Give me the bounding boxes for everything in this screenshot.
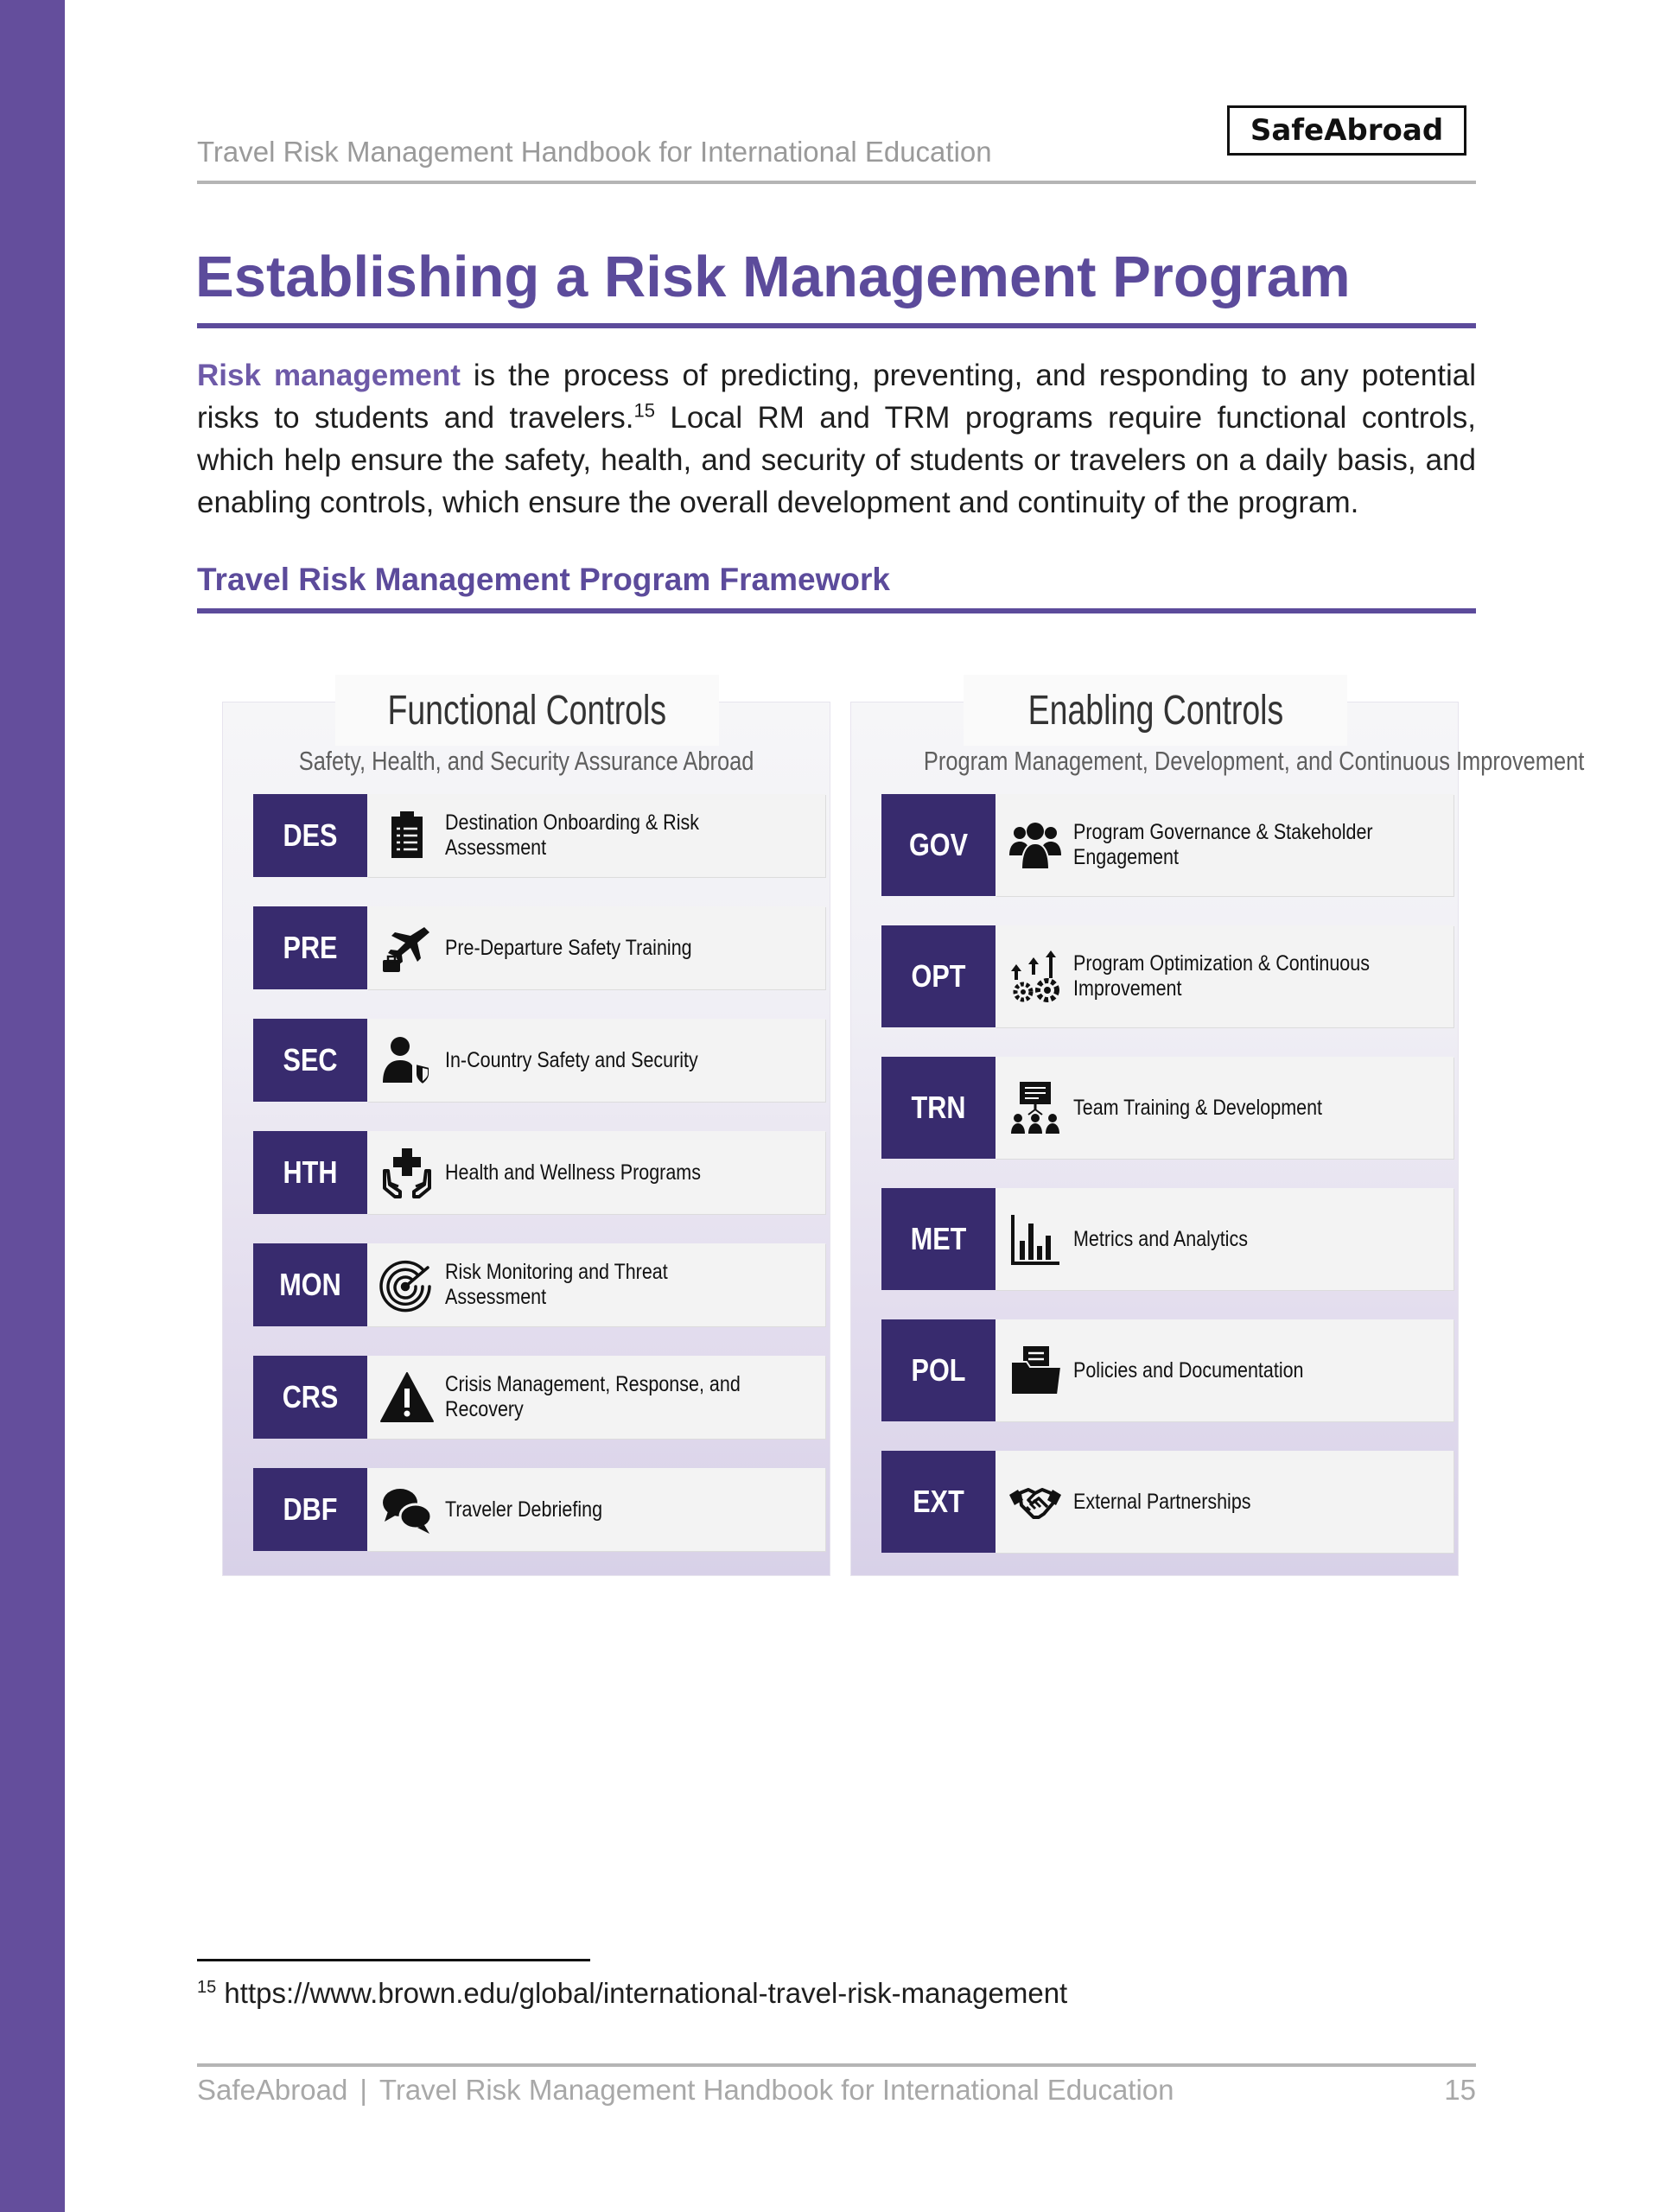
footer-text [197, 2074, 1174, 2107]
footer-brand: SafeAbroad [197, 2074, 348, 2106]
control-label: Program Governance & Stakeholder Engagement [1073, 820, 1373, 869]
logo-text: SafeAbroad [1250, 113, 1444, 148]
control-row-hth [253, 1131, 799, 1214]
control-item [367, 1468, 825, 1551]
control-label: Traveler Debriefing [445, 1497, 603, 1522]
control-code: MON [253, 1243, 367, 1326]
control-item [996, 1057, 1454, 1159]
page-title: Establishing a Risk Management Program [195, 245, 1351, 309]
control-item [367, 1131, 825, 1214]
control-code: MET [881, 1188, 996, 1290]
control-code: PRE [253, 906, 367, 989]
control-code: DES [253, 794, 367, 877]
control-item [996, 1451, 1454, 1553]
control-row-des [253, 794, 799, 877]
control-item [367, 1356, 825, 1439]
warning-triangle-icon [376, 1366, 438, 1428]
control-row-met [881, 1188, 1428, 1290]
control-label: In-Country Safety and Security [445, 1047, 698, 1072]
control-label: Risk Monitoring and Threat Assessment [445, 1260, 668, 1309]
arrows-gears-icon [1004, 945, 1066, 1007]
control-item [367, 906, 825, 989]
control-code: OPT [881, 925, 996, 1027]
control-row-trn [881, 1057, 1428, 1159]
enabling-controls-title: Enabling Controls [1027, 687, 1283, 734]
footer-divider [197, 2063, 1476, 2067]
enabling-controls-panel [850, 687, 1585, 1576]
control-code: EXT [881, 1451, 996, 1553]
control-item [367, 794, 825, 877]
control-code: HTH [253, 1131, 367, 1214]
control-item [996, 1188, 1454, 1290]
running-header: Travel Risk Management Handbook for International Education [197, 136, 992, 168]
footnote-divider [197, 1959, 590, 1961]
control-code: TRN [881, 1057, 996, 1159]
hands-medical-cross-icon [376, 1141, 438, 1204]
chat-bubbles-icon [376, 1478, 438, 1541]
folder-documents-icon [1004, 1339, 1066, 1402]
control-label: Team Training & Development [1073, 1095, 1323, 1120]
functional-controls-title-box [335, 675, 719, 746]
control-item [996, 794, 1454, 896]
enabling-controls-title-box [964, 675, 1347, 746]
functional-controls-title: Functional Controls [387, 687, 667, 734]
radar-icon [376, 1254, 438, 1316]
bar-chart-icon [1004, 1208, 1066, 1270]
intro-paragraph [197, 354, 1476, 524]
control-code: GOV [881, 794, 996, 896]
page-number: 15 [1444, 2074, 1476, 2106]
person-shield-icon [376, 1029, 438, 1091]
control-row-opt [881, 925, 1428, 1027]
intro-text-1: is the process of predicting, preventing, and responding to any potential risks to students and travelers. [197, 359, 1476, 435]
control-row-gov [881, 794, 1428, 896]
control-item [996, 925, 1454, 1027]
intro-text-2: Local RM and TRM programs require functional controls, which help ensure the safety, health, and security of students or travelers on a daily basis, and enabling controls, which ensure the overall development and continuity of the program. [197, 401, 1476, 519]
control-code: POL [881, 1319, 996, 1421]
control-label: Destination Onboarding & Risk Assessment [445, 810, 699, 860]
control-code: DBF [253, 1468, 367, 1551]
control-label: Policies and Documentation [1073, 1357, 1304, 1382]
footer-title: Travel Risk Management Handbook for International Education [378, 2074, 1174, 2106]
control-row-mon [253, 1243, 799, 1326]
control-label: Crisis Management, Response, and Recovery [445, 1372, 741, 1421]
control-item [367, 1243, 825, 1326]
title-divider [197, 323, 1476, 328]
footer-separator: | [359, 2074, 367, 2106]
control-label: Metrics and Analytics [1073, 1226, 1248, 1251]
people-group-icon [1004, 814, 1066, 876]
control-label: External Partnerships [1073, 1489, 1251, 1514]
control-row-dbf [253, 1468, 799, 1551]
header-divider [197, 181, 1476, 184]
control-item [996, 1319, 1454, 1421]
section-divider [197, 608, 1476, 613]
control-row-pol [881, 1319, 1428, 1421]
footnote-number: 15 [197, 1978, 217, 1997]
footnote-link[interactable]: https://www.brown.edu/global/international-travel-risk-management [224, 1977, 1068, 2009]
control-label: Pre-Departure Safety Training [445, 935, 692, 960]
handshake-icon [1004, 1471, 1066, 1533]
functional-controls-subtitle: Safety, Health, and Security Assurance Abroad [298, 746, 754, 776]
safeabroad-logo [1227, 105, 1466, 156]
control-item [367, 1019, 825, 1102]
intro-term: Risk management [197, 359, 461, 392]
control-label: Program Optimization & Continuous Improvement [1073, 951, 1370, 1001]
left-color-band [0, 0, 65, 2212]
control-label: Health and Wellness Programs [445, 1160, 701, 1185]
presentation-audience-icon [1004, 1077, 1066, 1139]
airplane-briefcase-icon [376, 917, 438, 979]
clipboard-icon [376, 804, 438, 867]
control-row-ext [881, 1451, 1428, 1553]
control-row-sec [253, 1019, 799, 1102]
control-code: SEC [253, 1019, 367, 1102]
footnote-ref[interactable]: 15 [633, 399, 655, 422]
control-row-crs [253, 1356, 799, 1439]
functional-controls-panel [222, 687, 830, 1576]
enabling-controls-subtitle: Program Management, Development, and Continuous Improvement [923, 746, 1585, 776]
control-code: CRS [253, 1356, 367, 1439]
footnote [197, 1977, 1067, 2010]
control-row-pre [253, 906, 799, 989]
section-title: Travel Risk Management Program Framework [197, 562, 890, 597]
